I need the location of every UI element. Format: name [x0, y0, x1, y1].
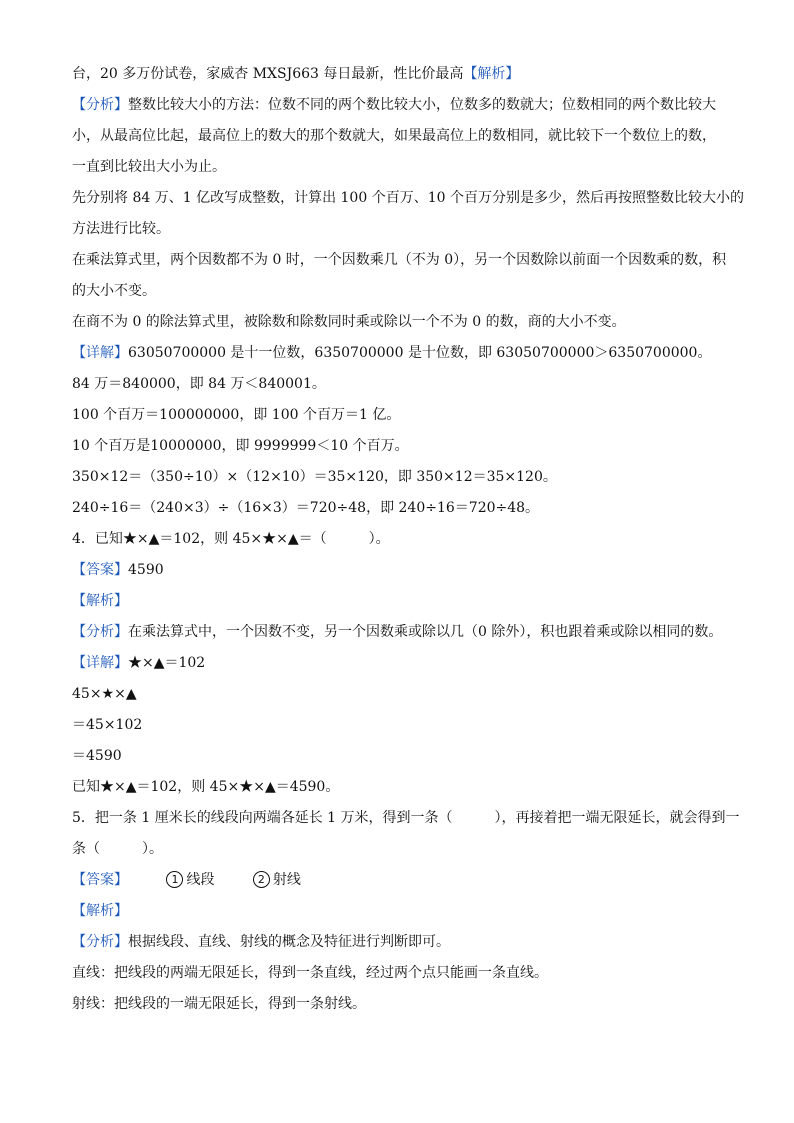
section-tag: 【详解】 — [72, 655, 128, 671]
answer-text: 射线 — [272, 872, 301, 888]
text-line: 【详解】★×▲＝102 — [72, 655, 206, 671]
question-5: 5．把一条 1 厘米长的线段向两端各延长 1 万米，得到一条（ ），再接着把一端无限延长，就会得到一 — [72, 810, 740, 826]
text-line: ＝4590 — [72, 748, 122, 764]
analysis-heading — [72, 589, 724, 620]
text-line: 台，20 多万份试卷，家威杏 MXSJ663 每日最新，性比价最高【解析】 — [72, 66, 520, 82]
section-tag: 【分析】 — [72, 934, 128, 950]
text-line: 直线：把线段的两端无限延长，得到一条直线，经过两个点只能画一条直线。 — [72, 965, 548, 981]
section-tag: 【解析】 — [72, 593, 128, 609]
section-tag: 【详解】 — [72, 345, 128, 361]
answer-line — [72, 868, 724, 899]
page-content — [72, 62, 744, 1023]
answer-line: 【答案】4590 — [72, 562, 164, 578]
text-line: 小，从最高位比起，最高位上的数大的那个数就大，如果最高位上的数相同，就比较下一个数位上的数， — [72, 128, 716, 144]
section-tag: 【解析】 — [463, 66, 520, 82]
text-line: 10 个百万是10000000，即 9999999＜10 个百万。 — [72, 438, 409, 454]
text-line: 先分别将 84 万、1 亿改写成整数，计算出 100 个百万、10 个百万分别是多少，然后再按照整数比较大小的 — [72, 190, 744, 206]
circled-number: 2 — [253, 871, 270, 888]
text-line: 方法进行比较。 — [72, 221, 170, 237]
text-line: 已知★×▲＝102，则 45×★×▲＝4590。 — [72, 779, 340, 795]
text-line: 【分析】整数比较大小的方法：位数不同的两个数比较大小，位数多的数就大；位数相同的两个数比较大 — [72, 97, 716, 113]
text-line: 45×★×▲ — [72, 686, 137, 702]
text-line: 的大小不变。 — [72, 283, 156, 299]
analysis-heading — [72, 899, 724, 930]
section-tag: 【答案】 — [72, 872, 128, 888]
section-tag: 【分析】 — [72, 97, 128, 113]
text-line: 【分析】在乘法算式中，一个因数不变，另一个因数乘或除以几（0 除外），积也跟着乘或除以相同的数。 — [72, 624, 723, 640]
text-line: 【详解】63050700000 是十一位数，6350700000 是十位数，即 63050700000＞6350700000。 — [72, 345, 712, 361]
text-line: 在乘法算式里，两个因数都不为 0 时，一个因数乘几（不为 0），另一个因数除以前面一个因数乘的数，积 — [72, 252, 727, 268]
text-line: 84 万＝840000，即 84 万＜840001。 — [72, 376, 326, 392]
text-line: ＝45×102 — [72, 717, 143, 733]
text-line: 100 个百万＝100000000，即 100 个百万＝1 亿。 — [72, 407, 401, 423]
text-line: 【分析】根据线段、直线、射线的概念及特征进行判断即可。 — [72, 934, 450, 950]
answer-text: 线段 — [186, 872, 215, 888]
text-line: 条（ ）。 — [72, 841, 163, 857]
question-4: 4．已知★×▲＝102，则 45×★×▲＝（ ）。 — [72, 531, 390, 547]
circled-number: 1 — [166, 871, 183, 888]
section-tag: 【解析】 — [72, 903, 128, 919]
section-tag: 【分析】 — [72, 624, 128, 640]
text-line: 240÷16＝（240×3）÷（16×3）＝720÷48，即 240÷16＝720÷48。 — [72, 500, 540, 516]
text-line: 射线：把线段的一端无限延长，得到一条射线。 — [72, 996, 366, 1012]
section-tag: 【答案】 — [72, 562, 128, 578]
text-line: 350×12＝（350÷10）×（12×10）＝35×120，即 350×12＝35×120。 — [72, 469, 557, 485]
text-line: 在商不为 0 的除法算式里，被除数和除数同时乘或除以一个不为 0 的数，商的大小不变。 — [72, 314, 626, 330]
text-line: 一直到比较出大小为止。 — [72, 159, 226, 175]
